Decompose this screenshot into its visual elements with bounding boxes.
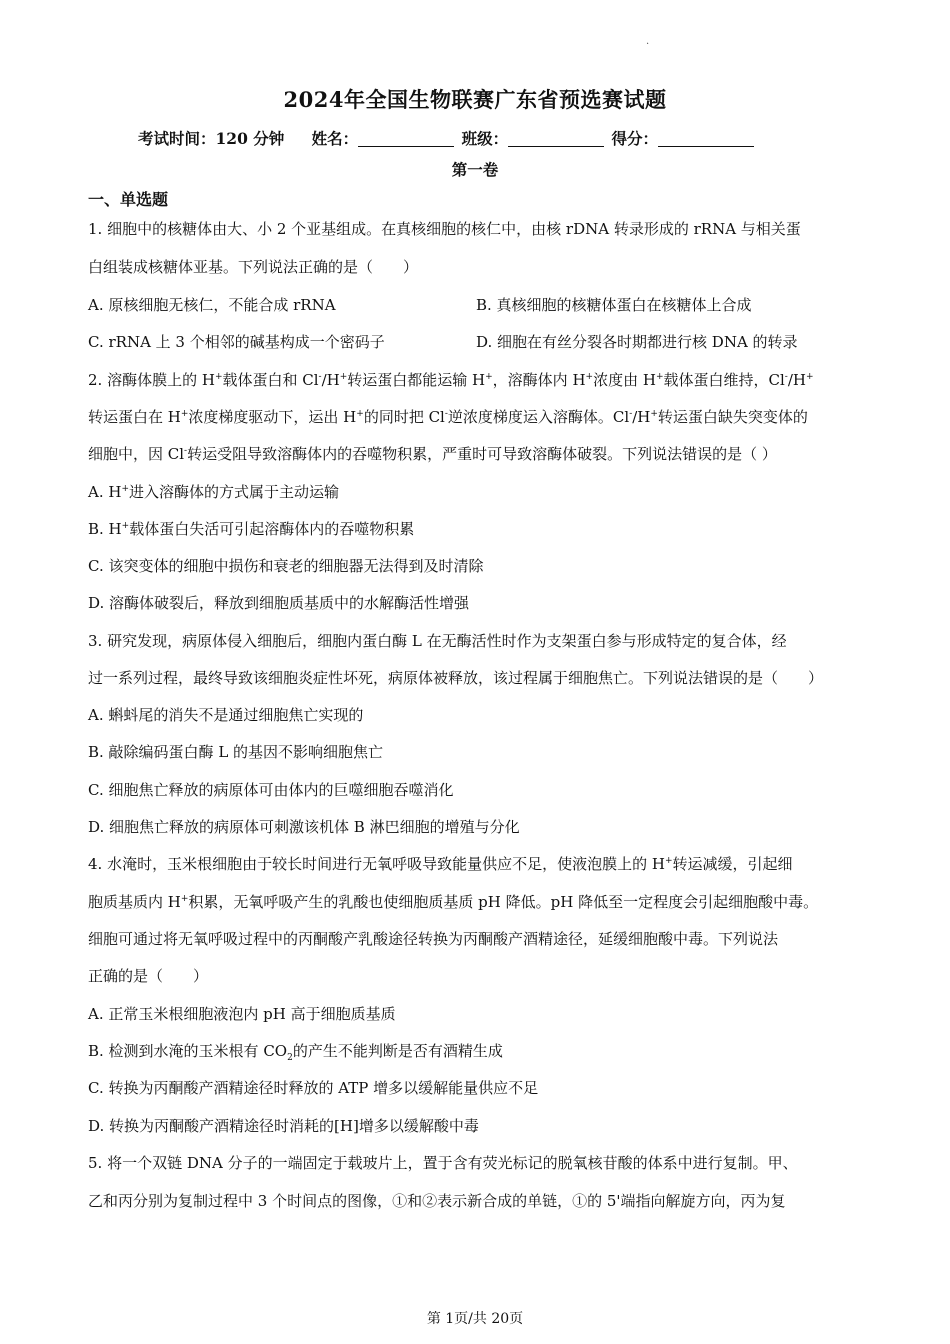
- q4-stem-line3: 细胞可通过将无氧呼吸过程中的丙酮酸产乳酸途径转换为丙酮酸产酒精途径，延缓细胞酸中毒。下列说法: [88, 930, 779, 948]
- time-label: 考试时间：120 分钟: [138, 129, 285, 148]
- q2-stem-line2: 转运蛋白在 H+浓度梯度驱动下，运出 H+的同时把 Cl-逆浓度梯度运入溶酶体。Cl-/H+转运蛋白缺失突变体的: [88, 408, 808, 426]
- q5-stem-line1: 5. 将一个双链 DNA 分子的一端固定于载玻片上，置于含有荧光标记的脱氧核苷酸的体系中进行复制。甲、: [88, 1154, 798, 1172]
- q4-stem-line1: 4. 水淹时，玉米根细胞由于较长时间进行无氧呼吸导致能量供应不足，使液泡膜上的 H+转运减缓，引起细: [88, 855, 793, 873]
- class-blank[interactable]: [508, 130, 604, 147]
- score-label: 得分：: [611, 129, 659, 148]
- q3-option-d[interactable]: D. 细胞焦亡释放的病原体可刺激该机体 B 淋巴细胞的增殖与分化: [88, 818, 520, 836]
- q1-option-c[interactable]: C. rRNA 上 3 个相邻的碱基构成一个密码子: [88, 333, 385, 351]
- q2-option-c[interactable]: C. 该突变体的细胞中损伤和衰老的细胞器无法得到及时清除: [88, 557, 484, 575]
- volume-heading: 第一卷: [451, 160, 499, 179]
- q1-stem-line1: 1. 细胞中的核糖体由大、小 2 个亚基组成。在真核细胞的核仁中，由核 rDNA 转录形成的 rRNA 与相关蛋: [88, 220, 801, 238]
- q2-option-b[interactable]: B. H+载体蛋白失活可引起溶酶体内的吞噬物积累: [88, 520, 415, 538]
- q5-stem-line2: 乙和丙分别为复制过程中 3 个时间点的图像，①和②表示新合成的单链，①的 5'端指向解旋方向，丙为复: [88, 1192, 786, 1210]
- q4-option-d[interactable]: D. 转换为丙酮酸产酒精途径时消耗的[H]增多以缓解酸中毒: [88, 1117, 479, 1135]
- q4-option-b[interactable]: B. 检测到水淹的玉米根有 $CO_2$的产生不能判断是否有酒精生成: [88, 1042, 503, 1063]
- page-footer: 第 1页/共 20页: [426, 1311, 524, 1327]
- exam-meta-row: [138, 127, 756, 149]
- q3-stem-line1: 3. 研究发现，病原体侵入细胞后，细胞内蛋白酶 L 在无酶活性时作为支架蛋白参与形成特定的复合体，经: [88, 632, 787, 650]
- q1-option-a[interactable]: A. 原核细胞无核仁，不能合成 rRNA: [88, 296, 336, 314]
- q3-option-b[interactable]: B. 敲除编码蛋白酶 L 的基因不影响细胞焦亡: [88, 743, 384, 761]
- q3-option-c[interactable]: C. 细胞焦亡释放的病原体可由体内的巨噬细胞吞噬消化: [88, 781, 454, 799]
- q3-stem-line2: 过一系列过程，最终导致该细胞炎症性坏死，病原体被释放，该过程属于细胞焦亡。下列说法错误的是（ ）: [88, 669, 824, 687]
- q4-option-c[interactable]: C. 转换为丙酮酸产酒精途径时释放的 ATP 增多以缓解能量供应不足: [88, 1079, 539, 1097]
- q1-stem-line2: 白组装成核糖体亚基。下列说法正确的是（ ）: [88, 258, 419, 276]
- corner-mark: .: [646, 36, 650, 47]
- section-title: 一、单选题: [88, 190, 169, 209]
- score-blank[interactable]: [658, 130, 754, 147]
- q4-stem-line4: 正确的是（ ）: [88, 967, 209, 985]
- q1-option-d[interactable]: D. 细胞在有丝分裂各时期都进行核 DNA 的转录: [476, 333, 798, 351]
- name-blank[interactable]: [358, 130, 454, 147]
- q4-stem-line2: 胞质基质内 H+积累，无氧呼吸产生的乳酸也使细胞质基质 pH 降低。pH 降低至一定程度会引起细胞酸中毒。: [88, 893, 819, 911]
- q2-stem-line1: 2. 溶酶体膜上的 H+载体蛋白和 Cl-/H+转运蛋白都能运输 H+，溶酶体内 H+浓度由 H+载体蛋白维持，Cl-/H+: [88, 371, 814, 389]
- class-label: 班级：: [461, 129, 509, 148]
- q2-option-a[interactable]: A. H+进入溶酶体的方式属于主动运输: [88, 483, 340, 501]
- q1-option-b[interactable]: B. 真核细胞的核糖体蛋白在核糖体上合成: [476, 296, 752, 314]
- q3-option-a[interactable]: A. 蝌蚪尾的消失不是通过细胞焦亡实现的: [88, 706, 364, 724]
- name-label: 姓名：: [311, 129, 359, 148]
- q2-stem-line3: 细胞中，因 Cl-转运受阻导致溶酶体内的吞噬物积累，严重时可导致溶酶体破裂。下列说法错误的是（ ）: [88, 445, 777, 463]
- page-title: 2024年全国生物联赛广东省预选赛试题: [283, 87, 667, 112]
- q4-option-a[interactable]: A. 正常玉米根细胞液泡内 pH 高于细胞质基质: [88, 1005, 396, 1023]
- q2-option-d[interactable]: D. 溶酶体破裂后，释放到细胞质基质中的水解酶活性增强: [88, 594, 470, 612]
